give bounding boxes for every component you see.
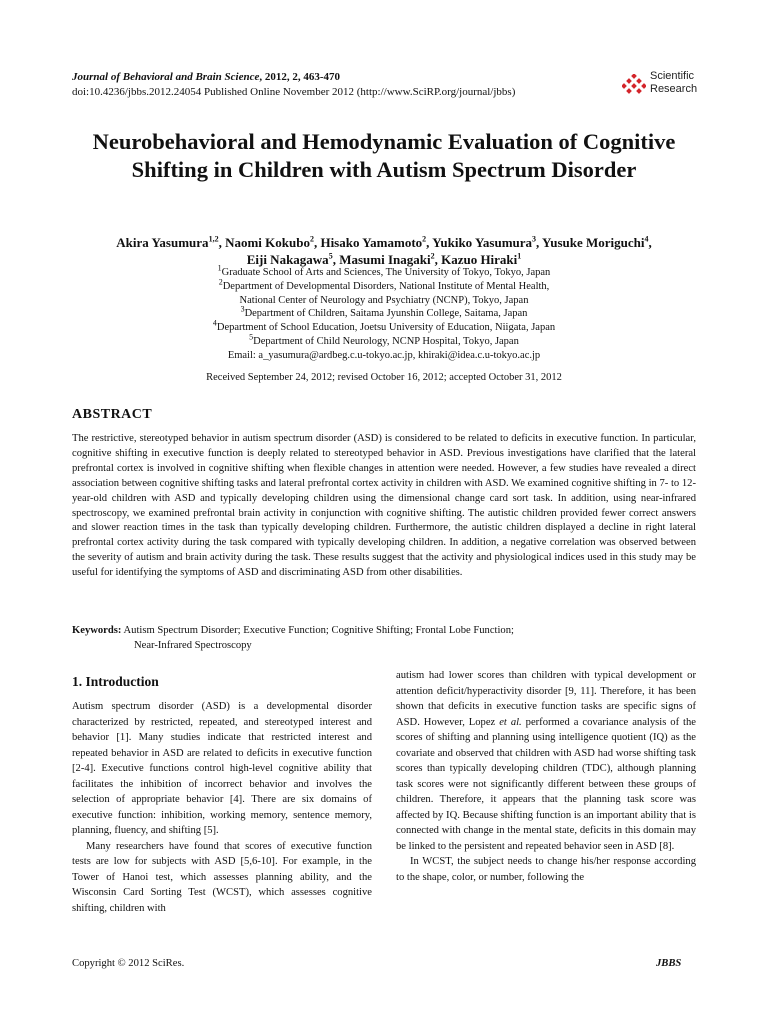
keywords-line-1: Autism Spectrum Disorder; Executive Function; Cognitive Shifting; Frontal Lobe Function; — [121, 625, 514, 636]
paragraph: Autism spectrum disorder (ASD) is a developmental disorder characterized by restricted, repeated, and stereotyped interest and behavior [1]. Many studies indicate that restricted interest and repeated behavior in ASD are related to deficits in executive function [2-4]. Executive functions control high-level cognitive ability that facilitates the inhibition of incorrect behavior and involves the selection of appropriate behavior [4]. There are six domains of executive function: inhibition, working memory, sentence memory, planning, fluency, and shifting [5]. — [72, 701, 372, 836]
journal-name: Journal of Behavioral and Brain Science — [72, 71, 260, 83]
paragraph: Many researchers have found that scores of executive function tests are low for subjects with ASD [5,6-10]. For example, in the Tower of Hanoi test, which assesses planning ability, and the Wisconsin Card Sorting Test (WCST), which assesses cognitive shifting, children with — [72, 840, 372, 914]
section-heading: 1. Introduction — [72, 674, 159, 689]
keywords-label: Keywords: — [72, 625, 122, 636]
copyright-notice: Copyright © 2012 SciRes. — [72, 958, 185, 969]
affiliation-line: $^2$Department of Developmental Disorders, National Institute of Mental Health, — [218, 277, 550, 292]
email-line: Email: a_yasumura@ardbeg.c.u-tokyo.ac.jp, khiraki@idea.c.u-tokyo.ac.jp — [227, 349, 541, 361]
affiliation-line: $^5$Department of Child Neurology, NCNP Hospital, Tokyo, Japan — [249, 332, 519, 347]
journal-header — [72, 70, 515, 100]
journal-abbreviation: JBBS — [656, 958, 682, 969]
publisher-logo — [622, 70, 702, 100]
paper-title: Neurobehavioral and Hemodynamic Evaluation of Cognitive Shifting in Children with Autism Spectrum Disorder — [92, 129, 676, 182]
paragraph: In WCST, the subject needs to change his/her response according to the shape, color, or number, following the — [396, 856, 696, 883]
affiliation-line: $^1$Graduate School of Arts and Sciences, The University of Tokyo, Tokyo, Japan — [217, 263, 551, 278]
authors-line-2: Eiji Nakagawa$^5$, Masumi Inagaki$^2$, Kazuo Hiraki$^1$ — [246, 251, 522, 267]
left-column — [72, 699, 372, 916]
affiliations — [90, 263, 678, 363]
paragraph: autism had lower scores than children with typical development or attention deficit/hyperactivity disorder [9, 11]. Therefore, it has been shown that deficits in executive function tasks are specific signs of ASD. However, Lopez et al. performed a covariance analysis of the scores of shifting and planning using intelligence quotient (IQ) as the covariate and observed that children with ASD had worse shifting task scores than typically developing children (TDC), although planning task scores were not significantly different between these groups of children. Therefore, it appears that the planning task score was affected by IQ. Because shifting function is an important ability that is connected with change in the mental state, deficits in this domain may be linked to the persistent and repeated behavior seen in ASD [8]. — [396, 670, 696, 852]
authors-line-1: Akira Yasumura$^{1,2}$, Naomi Kokubo$^2$, Hisako Yamamoto$^2$, Yukiko Yasumura$^3$, Yusuke Moriguchi$^4$, — [116, 234, 652, 250]
affiliation-line: $^3$Department of Children, Saitama Jyunshin College, Saitama, Japan — [240, 304, 528, 320]
keywords-line-2: Near-Infrared Spectroscopy — [134, 639, 252, 651]
journal-volume-info: , 2012, 2, 463-470 — [259, 71, 340, 83]
doi-line: doi:10.4236/jbbs.2012.24054 Published Online November 2012 (http://www.SciRP.org/journal/jbbs) — [72, 86, 516, 98]
abstract-heading: ABSTRACT — [72, 407, 153, 422]
right-column — [396, 668, 696, 885]
keywords — [72, 624, 696, 654]
received-dates: Received September 24, 2012; revised October 16, 2012; accepted October 31, 2012 — [206, 372, 562, 383]
scirp-logo-icon — [622, 74, 646, 96]
affiliation-line: National Center of Neurology and Psychiatry (NCNP), Tokyo, Japan — [239, 294, 529, 306]
author-list — [70, 234, 698, 268]
abstract-text: The restrictive, stereotyped behavior in autism spectrum disorder (ASD) is considered to be related to deficits in executive function. In particular, cognitive shifting in executive function is deeply related to stereotyped behavior in ASD. Previous investigations have clarified that the lateral prefrontal cortex is involved in cognitive shifting when flexible changes in attention were needed. However, a few studies have revealed a direct association between cognitive shifting tasks and lateral prefrontal cortex activity in children with ASD. We examined cognitive shifting in 7- to 12-year-old children with ASD and typically developing children using the dimensional change card sort task. In addition, using near-infrared spectroscopy, we examined prefrontal brain activity in conjunction with cognitive shifting. The autistic children provided fewer correct answers and slower reaction times in the task than typically developing children. Furthermore, the autistic children displayed a decline in right lateral prefrontal cortex activity during the task compared with typically developing children. In addition, a negative correlation was observed between the severity of autism and brain activity during the task. These results suggest that the activity and physiological indices used in this study may be useful for identifying the symptoms of ASD and discriminating ASD from other disabilities. — [72, 433, 696, 579]
affiliation-line: $^4$Department of School Education, Joetsu University of Education, Niigata, Japan — [212, 318, 556, 334]
logo-text: Scientific Research — [650, 70, 698, 95]
